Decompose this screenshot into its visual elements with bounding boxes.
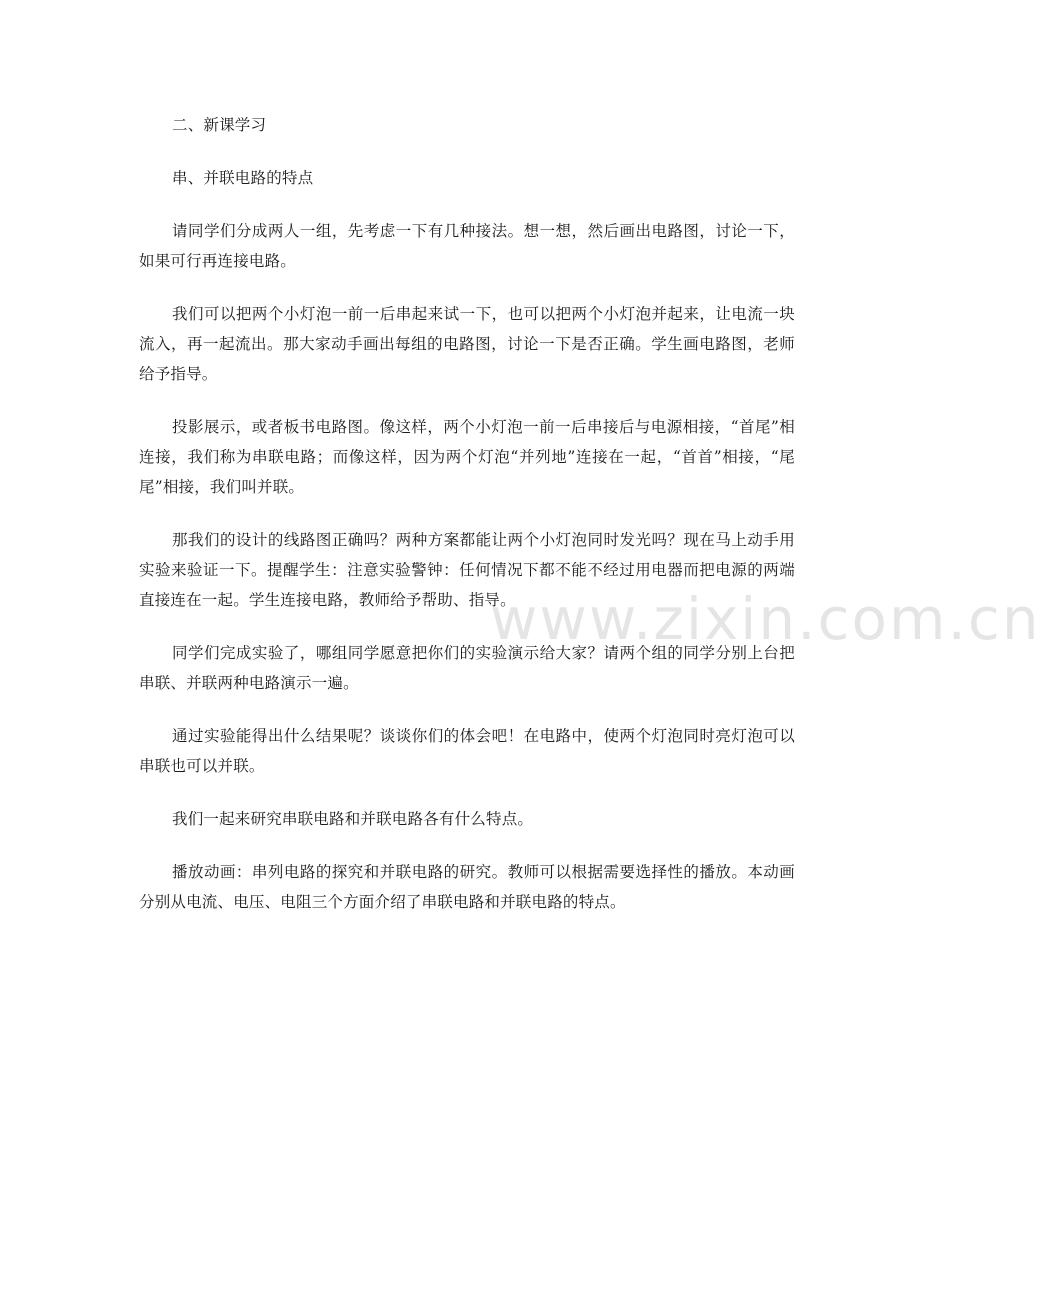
paragraph-7: 我们一起来研究串联电路和并联电路各有什么特点。 <box>172 810 534 828</box>
paragraph-3: 投影展示，或者板书电路图。像这样，两个小灯泡一前一后串接后与电源相接，“首尾”相连接，我们称为串联电路；而像这样，因为两个灯泡“并列地”连接在一起，“首首”相接，“尾尾”相接，我们叫并联。 <box>139 418 795 496</box>
paragraph-6: 通过实验能得出什么结果呢？谈谈你们的体会吧！在电路中，使两个灯泡同时亮灯泡可以串联也可以并联。 <box>139 727 795 775</box>
paragraph-2: 我们可以把两个小灯泡一前一后串起来试一下，也可以把两个小灯泡并起来，让电流一块流入，再一起流出。那大家动手画出每组的电路图，讨论一下是否正确。学生画电路图，老师给予指导。 <box>139 305 795 383</box>
section-title: 二、新课学习 <box>172 116 267 134</box>
subtitle: 串、并联电路的特点 <box>172 169 314 187</box>
paragraph-5: 同学们完成实验了，哪组同学愿意把你们的实验演示给大家？请两个组的同学分别上台把串联、并联两种电路演示一遍。 <box>139 644 795 692</box>
watermark: www.zixin.com.cn <box>490 585 1041 653</box>
paragraph-4: 那我们的设计的线路图正确吗？两种方案都能让两个小灯泡同时发光吗？现在马上动手用实验来验证一下。提醒学生：注意实验警钟：任何情况下都不能不经过用电器而把电源的两端直接连在一起。学生连接电路，教师给予帮助、指导。 <box>139 531 795 609</box>
document-body <box>139 110 795 940</box>
paragraph-8: 播放动画：串列电路的探究和并联电路的研究。教师可以根据需要选择性的播放。本动画分别从电流、电压、电阻三个方面介绍了串联电路和并联电路的特点。 <box>139 863 795 911</box>
paragraph-1: 请同学们分成两人一组，先考虑一下有几种接法。想一想，然后画出电路图，讨论一下，如果可行再连接电路。 <box>139 222 795 270</box>
